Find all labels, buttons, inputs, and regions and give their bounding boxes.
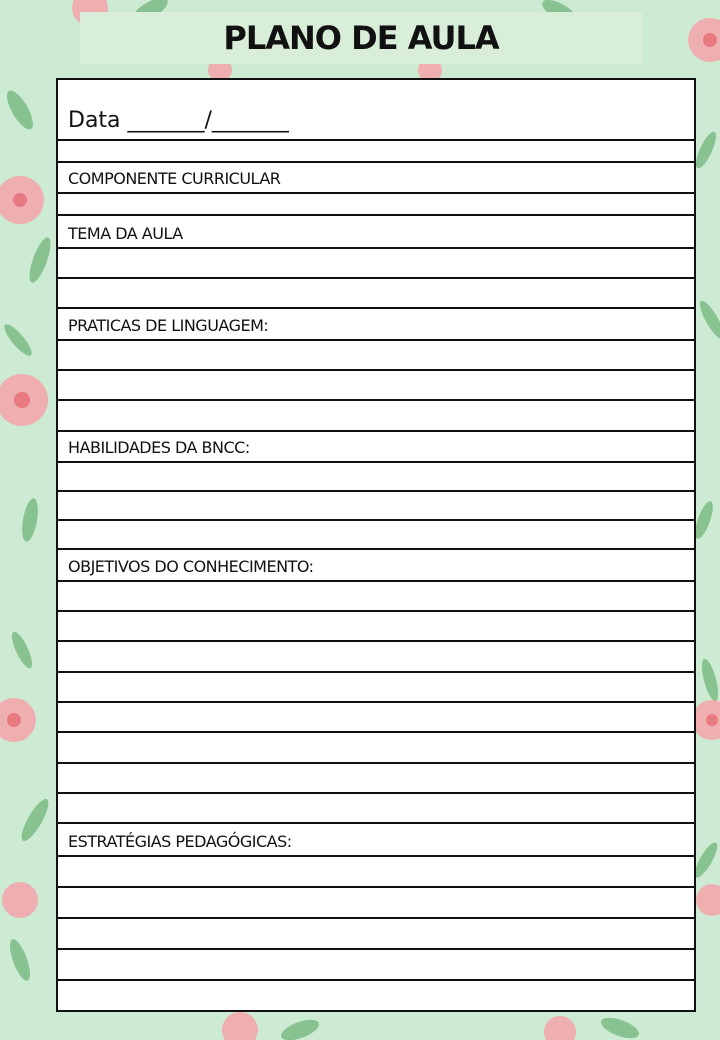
blank-line: [58, 194, 694, 216]
blank-line: [58, 764, 694, 794]
blank-line: [58, 642, 694, 673]
blank-line: [58, 857, 694, 888]
title-bar: [80, 12, 642, 64]
section-praticas-de-linguagem: [58, 309, 694, 341]
blank-line: [58, 794, 694, 824]
date-row: [58, 80, 694, 141]
blank-line: [58, 733, 694, 764]
section-componente-curricular: [58, 163, 694, 194]
section-label: HABILIDADES DA BNCC:: [68, 438, 250, 457]
date-label: Data _______/_______: [68, 108, 289, 133]
blank-line: [58, 463, 694, 492]
blank-line: [58, 888, 694, 919]
blank-line: [58, 341, 694, 371]
blank-line: [58, 279, 694, 309]
section-estrategias-pedagogicas: [58, 824, 694, 857]
section-tema-da-aula: [58, 216, 694, 249]
blank-line: [58, 249, 694, 279]
section-habilidades-bncc: [58, 432, 694, 463]
lesson-plan-form: [56, 78, 696, 1012]
page-title: PLANO DE AULA: [223, 19, 499, 57]
blank-line: [58, 612, 694, 642]
blank-line: [58, 582, 694, 612]
blank-line: [58, 492, 694, 521]
section-label: COMPONENTE CURRICULAR: [68, 169, 281, 188]
blank-line: [58, 673, 694, 703]
blank-line: [58, 371, 694, 401]
blank-line: [58, 401, 694, 432]
section-objetivos-do-conhecimento: [58, 550, 694, 582]
blank-line: [58, 950, 694, 981]
section-label: ESTRATÉGIAS PEDAGÓGICAS:: [68, 832, 292, 851]
section-label: PRATICAS DE LINGUAGEM:: [68, 316, 269, 335]
section-label: TEMA DA AULA: [68, 224, 183, 243]
blank-line: [58, 141, 694, 163]
blank-line: [58, 521, 694, 550]
section-label: OBJETIVOS DO CONHECIMENTO:: [68, 557, 314, 576]
blank-line: [58, 703, 694, 733]
blank-line: [58, 919, 694, 950]
